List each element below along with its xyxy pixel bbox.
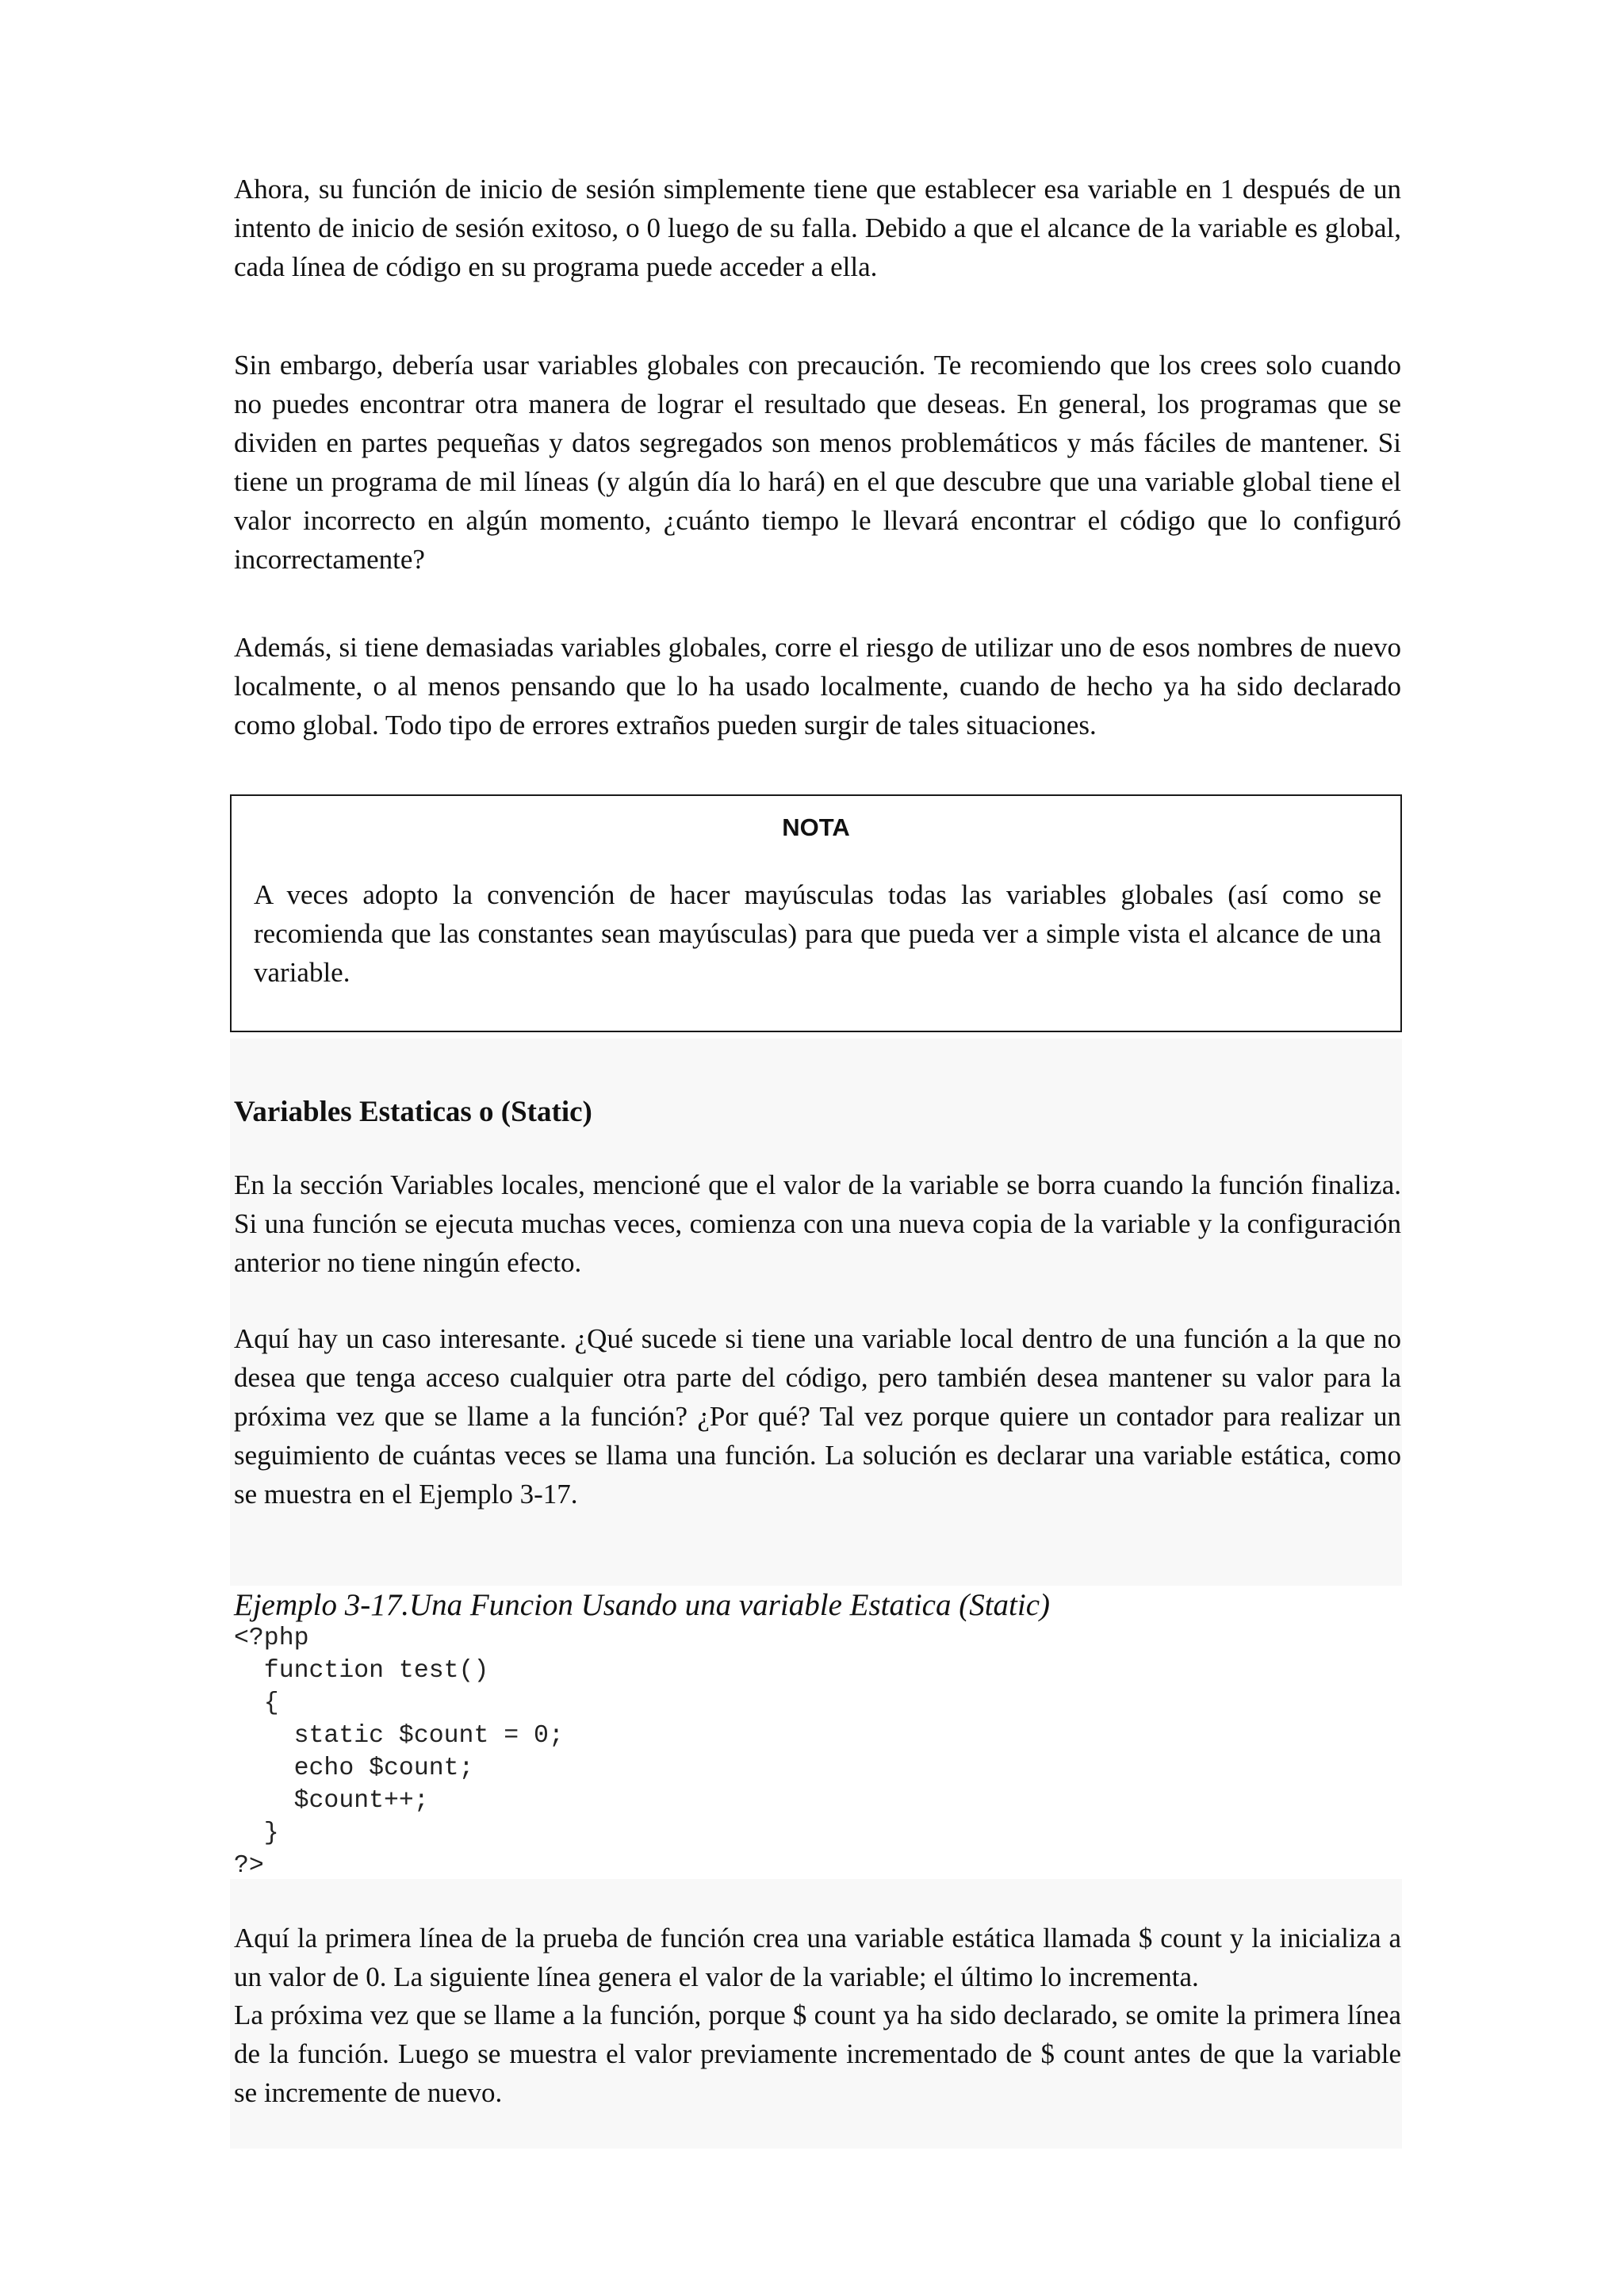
- code-line: <?php: [234, 1624, 309, 1652]
- paragraph-static-next-call: La próxima vez que se llame a la función, porque $ count ya ha sido declarado, se omite la primera línea de la función. Luego se muestra el valor previamente incrementado de $ count antes de que la variable se incremente de nuevo.: [234, 1999, 1401, 2108]
- paragraph-login-flag: Ahora, su función de inicio de sesión simplemente tiene que establecer esa variable en 1 después de un intento de inicio de sesión exitoso, o 0 luego de su falla. Debido a que el alcance de la variable es global, cada línea de código en su programa puede acceder a ella.: [234, 174, 1401, 282]
- paragraph-global-risks: Además, si tiene demasiadas variables globales, corre el riesgo de utilizar uno de esos nombres de nuevo localmente, o al menos pensando que lo ha usado localmente, cuando de hecho ya ha sido declarado como global. Todo tipo de errores extraños pueden surgir de tales situaciones.: [234, 632, 1401, 740]
- code-block: [234, 1622, 564, 1882]
- note-title: NOTA: [782, 813, 850, 841]
- code-line: $count++;: [234, 1787, 429, 1815]
- code-line: echo $count;: [234, 1755, 474, 1782]
- paragraph-global-caution: Sin embargo, debería usar variables globales con precaución. Te recomiendo que los crees solo cuando no puedes encontrar otra manera de lograr el resultado que deseas. En general, los programas que se dividen en partes pequeñas y datos segregados son menos problemáticos y más fáciles de mantener. Si tiene un programa de mil líneas (y algún día lo hará) en el que descubre que una variable global tiene el valor incorrecto en algún momento, ¿cuánto tiempo le llevará encontrar el código que lo configuró incorrectamente?: [234, 350, 1401, 575]
- paragraph-static-case: Aquí hay un caso interesante. ¿Qué sucede si tiene una variable local dentro de una función a la que no desea que tenga acceso cualquier otra parte del código, pero también desea mantener su valor para la próxima vez que se llame a la función? ¿Por qué? Tal vez porque quiere un contador para realizar un seguimiento de cuántas veces se llama una función. La solución es declarar una variable estática, como se muestra en el Ejemplo 3-17.: [234, 1323, 1401, 1510]
- paragraph-local-variables: En la sección Variables locales, mencioné que el valor de la variable se borra cuando la función finaliza. Si una función se ejecuta muchas veces, comienza con una nueva copia de la variable y la configuración anterior no tiene ningún efecto.: [234, 1169, 1401, 1278]
- code-line: }: [234, 1820, 279, 1847]
- example-caption: Ejemplo 3-17.Una Funcion Usando una variable Estatica (Static): [234, 1588, 1051, 1622]
- note-text: A veces adopto la convención de hacer mayúsculas todas las variables globales (así como se recomienda que las constantes sean mayúsculas) para que pueda ver a simple vista el alcance de una variable.: [254, 879, 1381, 988]
- note-box: [230, 794, 1402, 1032]
- section-heading: Variables Estaticas o (Static): [234, 1096, 592, 1128]
- code-line: ?>: [234, 1852, 264, 1880]
- code-line: static $count = 0;: [234, 1722, 564, 1750]
- paragraph-static-first-line: Aquí la primera línea de la prueba de función crea una variable estática llamada $ count y la inicializa a un valor de 0. La siguiente línea genera el valor de la variable; el último lo incrementa.: [234, 1923, 1401, 1992]
- code-line: function test(): [234, 1657, 489, 1685]
- code-line: {: [234, 1689, 279, 1717]
